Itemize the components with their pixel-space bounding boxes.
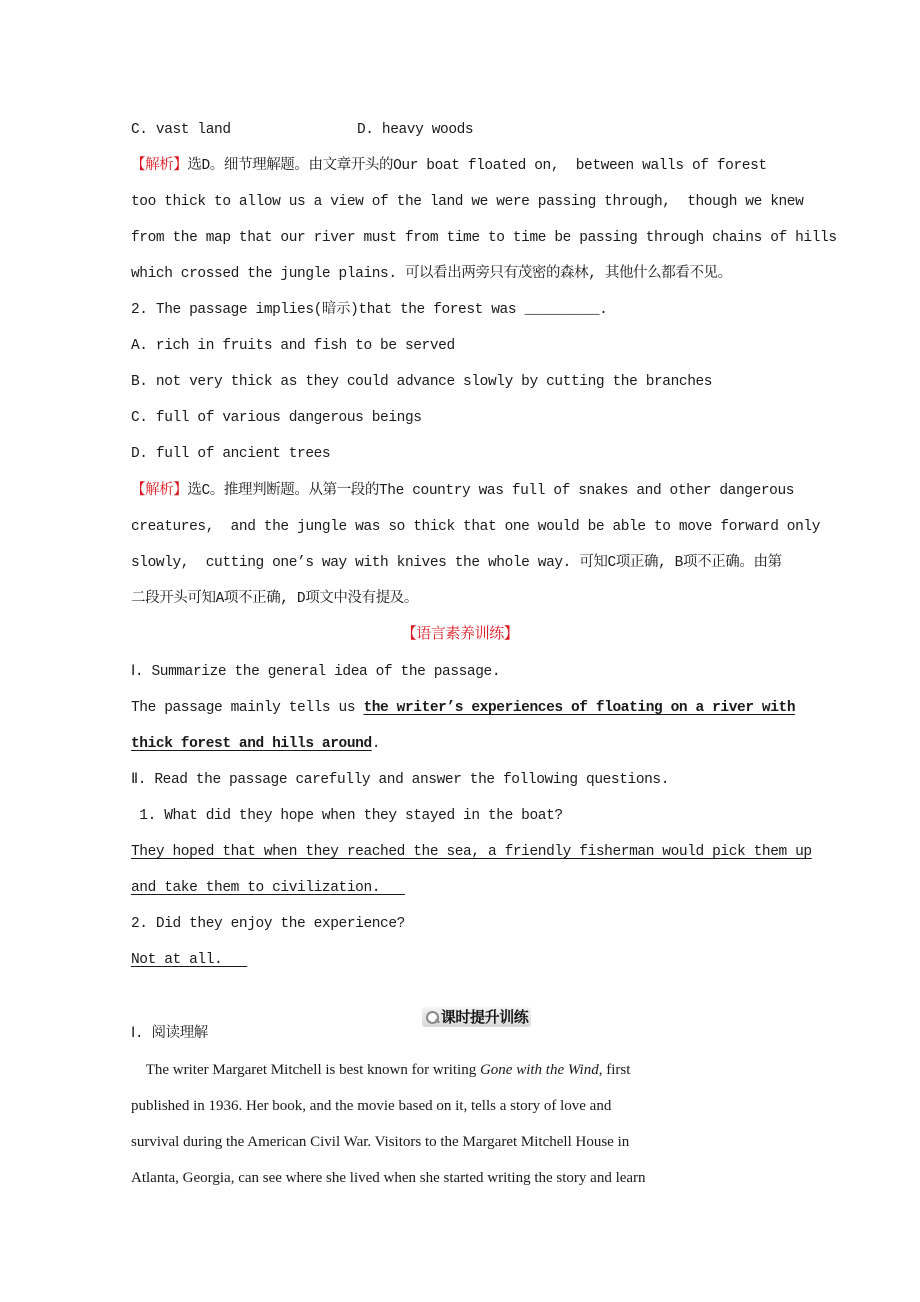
analysis2-line-4: 二段开头可知A项不正确, D项文中没有提及。 — [131, 591, 419, 607]
book-title: Gone with the Wind — [479, 1062, 599, 1078]
q1-option-d: D. heavy woods — [357, 122, 474, 138]
question-1: 1. What did they hope when they stayed in the boat? — [131, 808, 563, 824]
passage-line-2: published in 1936. Her book, and the movie based on it, tells a story of love and — [131, 1098, 612, 1114]
q2-stem: 2. The passage implies(暗示)that the forest was _________. — [131, 302, 608, 318]
analysis-tag: 【解析】 — [131, 483, 188, 499]
reading-heading: Ⅰ. 阅读理解 — [131, 1026, 208, 1042]
passage-line-4: Atlanta, Georgia, can see where she lived when she started writing the story and learn — [131, 1170, 646, 1186]
magnifier-icon — [425, 1010, 439, 1024]
q2-option-b: B. not very thick as they could advance slowly by cutting the branches — [131, 374, 713, 390]
analysis1-line-3: from the map that our river must from time to time be passing through chains of hills — [131, 230, 837, 246]
analysis1-line-2: too thick to allow us a view of the land we were passing through, though we knew — [131, 194, 804, 210]
summary-line-1: The passage mainly tells us the writer’s experiences of floating on a river with — [131, 700, 796, 716]
passage-line-1: The writer Margaret Mitchell is best known for writing Gone with the Wind, first — [131, 1062, 631, 1078]
question-2: 2. Did they enjoy the experience? — [131, 916, 405, 932]
part2-heading: Ⅱ. Read the passage carefully and answer the following questions. — [131, 772, 670, 788]
summary-answer: thick forest and hills around — [131, 736, 372, 752]
passage-line-3: survival during the American Civil War. Visitors to the Margaret Mitchell House in — [131, 1134, 630, 1150]
analysis2-line-3: slowly, cutting one’s way with knives the whole way. 可知C项正确, B项不正确。由第 — [131, 555, 782, 571]
analysis1-line-4: which crossed the jungle plains. 可以看出两旁只有茂密的森林, 其他什么都看不见。 — [131, 266, 732, 282]
analysis2-line-2: creatures, and the jungle was so thick that one would be able to move forward only — [131, 519, 821, 535]
language-section-title: 【语言素养训练】 — [401, 626, 519, 643]
summary-answer: the writer’s experiences of floating on a river with — [363, 700, 796, 716]
q2-option-d: D. full of ancient trees — [131, 446, 331, 462]
part1-heading: Ⅰ. Summarize the general idea of the passage. — [131, 664, 501, 680]
analysis2-line-1: 【解析】选C。推理判断题。从第一段的The country was full of snakes and other dangerous — [131, 483, 795, 499]
improvement-section-title: 课时提升训练 — [440, 1008, 529, 1026]
analysis-tag: 【解析】 — [131, 158, 188, 174]
q2-option-a: A. rich in fruits and fish to be served — [131, 338, 455, 354]
summary-line-2: thick forest and hills around. — [131, 736, 381, 752]
q1-option-c: C. vast land — [131, 122, 231, 138]
analysis1-line-1: 【解析】选D。细节理解题。由文章开头的Our boat floated on, between walls of forest — [131, 158, 767, 174]
answer-1-line-1: They hoped that when they reached the sea, a friendly fisherman would pick them up — [131, 844, 812, 860]
answer-2: Not at all. — [131, 952, 248, 968]
answer-1-line-2: and take them to civilization. — [131, 880, 405, 896]
improvement-badge — [422, 1007, 532, 1027]
q2-option-c: C. full of various dangerous beings — [131, 410, 422, 426]
